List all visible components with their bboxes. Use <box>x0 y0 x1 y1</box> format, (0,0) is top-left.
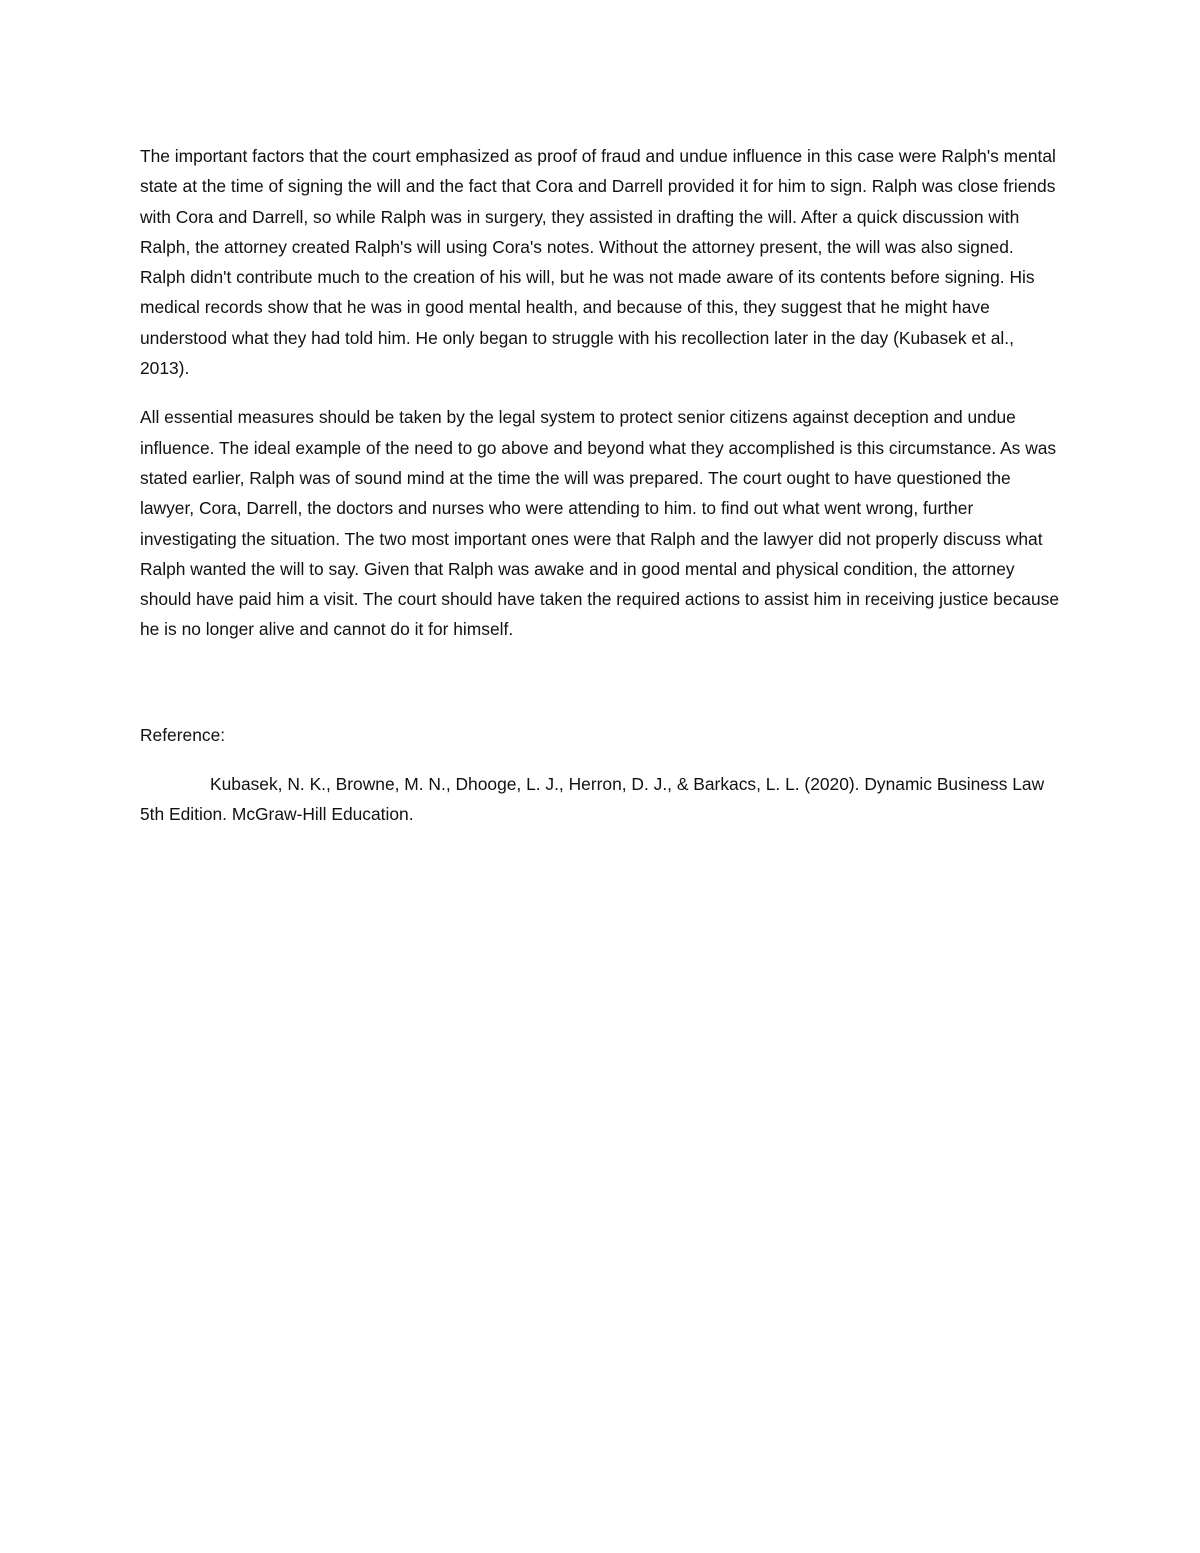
body-paragraph-2: All essential measures should be taken by the legal system to protect senior citizens against deception and undue influence. The ideal example of the need to go above and beyond what they accomplished is this circumstance. As was stated earlier, Ralph was of sound mind at the time the will was prepared. The court ought to have questioned the lawyer, Cora, Darrell, the doctors and nurses who were attending to him. to find out what went wrong, further investigating the situation. The two most important ones were that Ralph and the lawyer did not properly discuss what Ralph wanted the will to say. Given that Ralph was awake and in good mental and physical condition, the attorney should have paid him a visit. The court should have taken the required actions to assist him in receiving justice because he is no longer alive and cannot do it for himself. <box>140 407 1059 640</box>
body-paragraph-1: The important factors that the court emphasized as proof of fraud and undue influence in this case were Ralph's mental state at the time of signing the will and the fact that Cora and Darrell provided it for him to sign. Ralph was close friends with Cora and Darrell, so while Ralph was in surgery, they assisted in drafting the will. After a quick discussion with Ralph, the attorney created Ralph's will using Cora's notes. Without the attorney present, the will was also signed. Ralph didn't contribute much to the creation of his will, but he was not made aware of its contents before signing. His medical records show that he was in good mental health, and because of this, they suggest that he might have understood what they had told him. He only began to struggle with his recollection later in the day (Kubasek et al., 2013). <box>140 146 1056 379</box>
reference-heading: Reference: <box>140 724 226 745</box>
reference-entry: Kubasek, N. K., Browne, M. N., Dhooge, L. J., Herron, D. J., & Barkacs, L. L. (2020). Dynamic Business Law 5th Edition. McGraw-Hill Education. <box>140 774 1045 825</box>
document-body <box>140 141 1060 830</box>
